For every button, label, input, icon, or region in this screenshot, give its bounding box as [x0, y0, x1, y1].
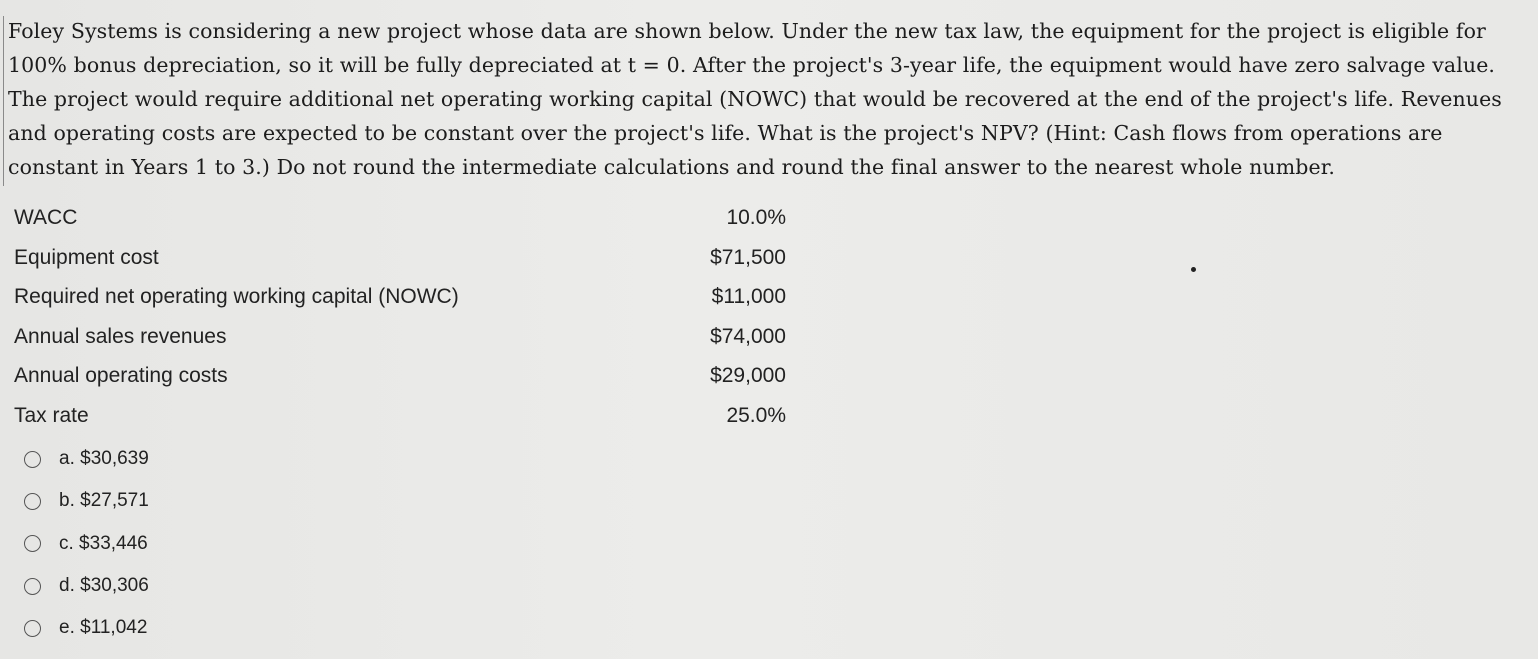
table-row-nowc: [14, 277, 794, 317]
table-row-sales-revenues: [14, 317, 794, 357]
row-label: Tax rate: [14, 403, 89, 427]
choice-b[interactable]: [24, 480, 149, 522]
choice-e[interactable]: [24, 607, 149, 649]
choice-a[interactable]: [24, 438, 149, 480]
row-value: 10.0%: [726, 206, 786, 229]
row-label: Required net operating working capital (NOWC): [14, 285, 459, 309]
answer-choices: [24, 438, 149, 649]
choice-d[interactable]: [24, 565, 149, 607]
table-row-equipment-cost: [14, 238, 794, 278]
question-text: Foley Systems is considering a new project whose data are shown below. Under the new tax law, the equipment for the project is eligible for 100% bonus depreciation, so it will be fully depreciated at t = 0. After the project's 3-year life, the equipment would have zero salvage value. The project would require additional net operating working capital (NOWC) that would be recovered at the end of the project's life. Revenues and operating costs are expected to be constant over the project's life. What is the project's NPV? (Hint: Cash flows from operations are constant in Years 1 to 3.) Do not round the intermediate calculations and round the final answer to the nearest whole number.: [8, 19, 1502, 179]
row-label: WACC: [14, 206, 78, 229]
radio-button[interactable]: [24, 578, 41, 595]
row-label: Equipment cost: [14, 245, 159, 269]
question-left-rule: [3, 16, 4, 186]
choice-label[interactable]: b. $27,571: [59, 490, 149, 512]
stray-dot: [1191, 267, 1196, 272]
row-label: Annual operating costs: [14, 364, 228, 388]
row-value: $11,000: [711, 285, 786, 309]
choice-label[interactable]: a. $30,639: [59, 448, 149, 470]
row-value: $71,500: [710, 245, 786, 269]
choice-label[interactable]: d. $30,306: [59, 575, 149, 597]
row-label: Annual sales revenues: [14, 324, 227, 348]
choice-label[interactable]: c. $33,446: [59, 532, 148, 554]
radio-button[interactable]: [24, 451, 41, 468]
data-table: [14, 198, 794, 436]
radio-button[interactable]: [24, 493, 41, 510]
table-row-operating-costs: [14, 356, 794, 396]
table-row-tax-rate: [14, 396, 794, 436]
choice-c[interactable]: [24, 523, 149, 565]
radio-button[interactable]: [24, 620, 41, 637]
table-row-wacc: [14, 198, 794, 238]
row-value: 25.0%: [726, 403, 786, 427]
row-value: $29,000: [710, 364, 786, 388]
radio-button[interactable]: [24, 535, 41, 552]
choice-label[interactable]: e. $11,042: [59, 617, 148, 639]
row-value: $74,000: [710, 324, 786, 348]
